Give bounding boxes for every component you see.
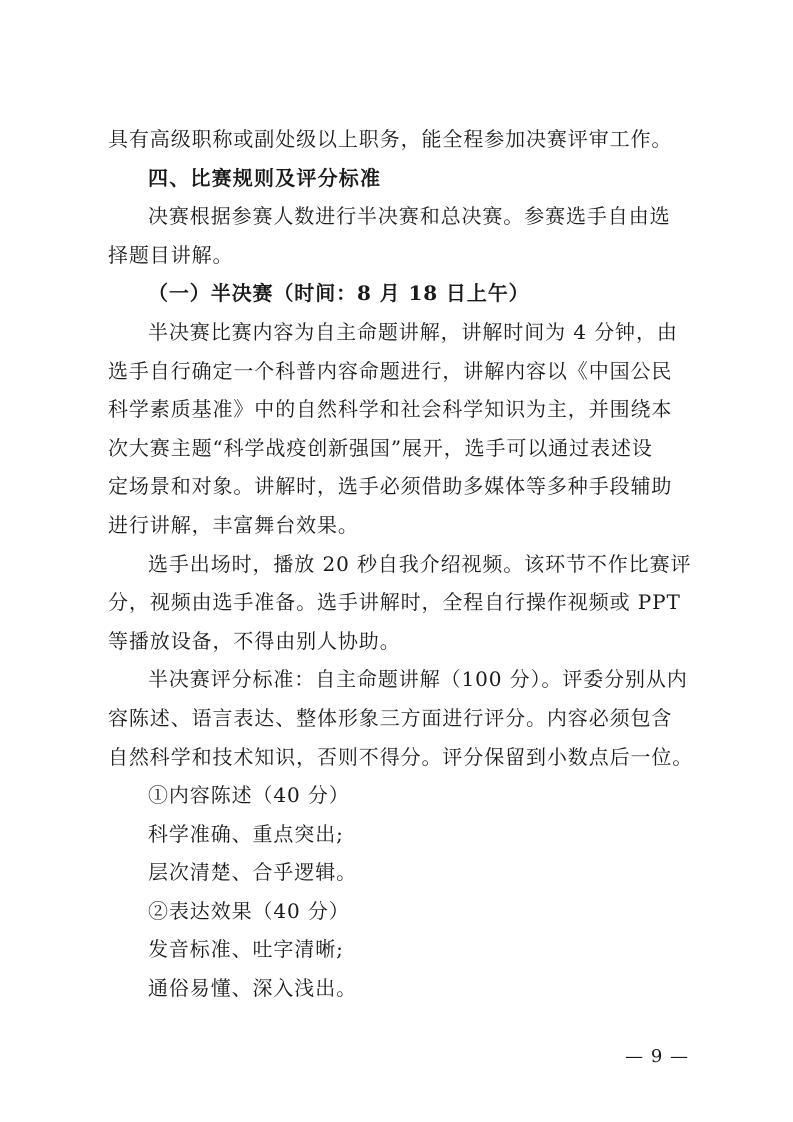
list-item-content: ①内容陈述（40 分） [148,783,350,808]
line-23: 通俗易懂、深入浅出。 [148,976,357,1001]
line-7: 选手自行确定一个科普内容命题进行，讲解内容以《中国公民 [108,358,673,383]
line-10: 定场景和对象。讲解时，选手必须借助多媒体等多种手段辅助 [108,474,673,499]
line-19: 科学准确、重点突出; [148,821,344,846]
page-number: — 9 — [625,1046,689,1067]
line-17: 自然科学和技术知识，否则不得分。评分保留到小数点后一位。 [108,744,694,769]
line-1: 具有高级职称或副处级以上职务，能全程参加决赛评审工作。 [108,127,673,151]
line-13: 分，视频由选手准备。选手讲解时，全程自行操作视频或 PPT [108,590,681,615]
document-body [108,120,694,1008]
line-4: 择题目讲解。 [108,242,234,267]
line-14: 等播放设备，不得由别人协助。 [108,628,401,653]
line-20: 层次清楚、合乎逻辑。 [148,860,357,885]
line-9: 次大赛主题“科学战疫创新强国”展开，选手可以通过表述设 [108,435,653,460]
line-3: 决赛根据参赛人数进行半决赛和总决赛。参赛选手自由选 [148,204,671,229]
line-16: 容陈述、语言表达、整体形象三方面进行评分。内容必须包含 [108,705,673,730]
line-12: 选手出场时，播放 20 秒自我介绍视频。该环节不作比赛评 [148,551,692,576]
list-item-expression: ②表达效果（40 分） [148,898,350,923]
section-heading: 四、比赛规则及评分标准 [148,165,382,190]
subsection-heading: （一）半决赛（时间：8 月 18 日上午） [148,281,530,306]
line-8: 科学素质基准》中的自然科学和社会科学知识为主，并围绕本 [108,397,673,422]
line-11: 进行讲解，丰富舞台效果。 [108,512,359,537]
line-15: 半决赛评分标准：自主命题讲解（100 分）。评委分别从内 [148,667,688,692]
line-6: 半决赛比赛内容为自主命题讲解，讲解时间为 4 分钟，由 [148,319,678,344]
line-22: 发音标准、吐字清晰; [148,937,344,962]
